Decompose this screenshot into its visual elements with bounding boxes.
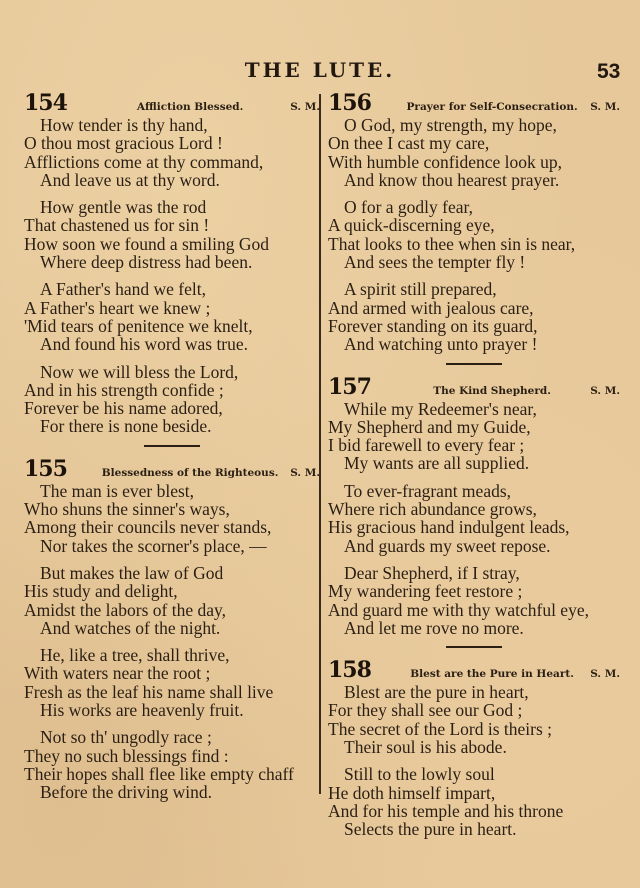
verse-line: Nor takes the scorner's place, —	[40, 535, 267, 556]
hymn-number: 158	[328, 657, 371, 684]
verse-line: That chastened us for sin !	[24, 215, 210, 236]
verse-line: My Shepherd and my Guide,	[328, 416, 531, 437]
verse-line: How gentle was the rod	[40, 197, 207, 218]
hymn-separator-rule	[446, 646, 502, 648]
hymn-number: 156	[328, 90, 371, 116]
stanza	[328, 683, 620, 756]
verse-line: And found his word was true.	[40, 334, 249, 355]
verse-line: He doth himself impart,	[328, 782, 496, 803]
verse-line: To ever-fragrant meads,	[344, 480, 512, 501]
verse-line: And sees the tempter fly !	[344, 252, 526, 273]
verse-line: His gracious hand indulgent leads,	[328, 517, 570, 538]
verse-line: For they shall see our God ;	[328, 700, 523, 721]
verse-line: O God, my strength, my hope,	[344, 115, 557, 135]
hymn-title: Blest are the Pure in Heart.	[410, 668, 574, 681]
verse-line: My wandering feet restore ;	[328, 581, 523, 602]
stanza	[24, 564, 320, 637]
verse-line: A Father's hand we felt,	[40, 279, 206, 300]
hymn	[328, 374, 620, 638]
verse-line: And let me rove no more.	[344, 617, 524, 638]
verse-line: He, like a tree, shall thrive,	[40, 645, 230, 666]
verse-line: Their hopes shall flee like empty chaff	[24, 763, 294, 784]
left-column	[24, 90, 320, 811]
verse-line: O for a godly fear,	[344, 197, 474, 218]
verse-line: How soon we found a smiling God	[24, 233, 269, 254]
verse-line: They no such blessings find :	[24, 745, 229, 766]
stanza	[328, 280, 620, 353]
stanza	[24, 280, 320, 353]
hymn-number: 157	[328, 373, 371, 400]
verse-line: Their soul is his abode.	[344, 737, 507, 758]
verse-line: Blest are the pure in heart,	[344, 682, 529, 703]
verse-line: Where deep distress had been.	[40, 252, 253, 273]
stanza	[328, 116, 620, 189]
running-title: THE LUTE.	[244, 58, 396, 82]
verse-line: Forever be his name adored,	[24, 398, 223, 419]
verse-line: And guard me with thy watchful eye,	[328, 599, 589, 620]
verse-line: A quick-discerning eye,	[328, 215, 495, 236]
hymn-title: The Kind Shepherd.	[433, 384, 551, 397]
stanza	[328, 564, 620, 637]
verse-line: Not so th' ungodly race ;	[40, 727, 212, 748]
verse-line: And watching unto prayer !	[344, 334, 538, 355]
stanza	[24, 646, 320, 719]
hymn-title: Affliction Blessed.	[136, 101, 244, 113]
verse-line: I bid farewell to every fear ;	[328, 435, 525, 456]
verse-line: Afflictions come at thy command,	[24, 151, 264, 172]
stanza	[328, 400, 620, 473]
hymn-meter: S. M.	[290, 466, 320, 479]
verse-line: That looks to thee when sin is near,	[328, 233, 576, 254]
verse-line: Still to the lowly soul	[344, 764, 495, 785]
verse-line: A Father's heart we knew ;	[24, 297, 211, 318]
verse-line: Now we will bless the Lord,	[40, 361, 239, 382]
stanza	[24, 728, 320, 801]
verse-line: And guards my sweet repose.	[344, 535, 551, 556]
verse-line: But makes the law of God	[40, 562, 224, 583]
verse-line: His works are heavenly fruit.	[40, 700, 244, 721]
verse-line: 'Mid tears of penitence we knelt,	[24, 315, 253, 336]
verse-line: A spirit still prepared,	[344, 279, 497, 300]
hymn-header	[24, 90, 320, 116]
verse-line: And armed with jealous care,	[328, 297, 534, 318]
verse-line: How tender is thy hand,	[40, 115, 208, 135]
hymn-title: Blessedness of the Righteous.	[101, 466, 279, 479]
verse-line: O thou most gracious Lord !	[24, 133, 223, 154]
hymn	[328, 657, 620, 838]
verse-line: Amidst the labors of the day,	[24, 599, 227, 620]
hymn-meter: S. M.	[290, 101, 320, 113]
verse-line: With waters near the root ;	[24, 663, 211, 684]
verse-line: Selects the pure in heart.	[344, 819, 517, 840]
verse-line: The man is ever blest,	[40, 480, 195, 501]
hymn-header	[24, 456, 320, 482]
page-number: 53	[597, 60, 621, 83]
verse-line: With humble confidence look up,	[328, 151, 563, 172]
hymn-meter: S. M.	[590, 668, 620, 681]
verse-line: The secret of the Lord is theirs ;	[328, 718, 553, 739]
verse-line: Before the driving wind.	[40, 782, 213, 803]
verse-line: On thee I cast my care,	[328, 133, 490, 154]
verse-line: And know thou hearest prayer.	[344, 169, 560, 190]
verse-line: Who shuns the sinner's ways,	[24, 499, 230, 520]
stanza	[328, 482, 620, 555]
verse-line: His study and delight,	[24, 581, 178, 602]
verse-line: And leave us at thy word.	[40, 169, 220, 190]
stanza	[24, 482, 320, 555]
verse-line: Among their councils never stands,	[24, 517, 272, 538]
hymn-number: 154	[24, 90, 67, 116]
verse-line: Forever standing on its guard,	[328, 315, 538, 336]
hymn-meter: S. M.	[590, 101, 620, 113]
verse-line: Fresh as the leaf his name shall live	[24, 681, 274, 702]
verse-line: Dear Shepherd, if I stray,	[344, 562, 520, 583]
verse-line: Where rich abundance grows,	[328, 499, 537, 520]
hymn-header	[328, 374, 620, 400]
verse-line: For there is none beside.	[40, 416, 212, 437]
verse-line: And watches of the night.	[40, 617, 221, 638]
hymn	[24, 90, 320, 436]
hymn-header	[328, 657, 620, 683]
verse-line: And in his strength confide ;	[24, 379, 224, 400]
right-column	[328, 90, 620, 848]
stanza	[328, 198, 620, 271]
verse-line: And for his temple and his throne	[328, 800, 564, 821]
hymn-separator-rule	[446, 363, 502, 365]
stanza	[24, 363, 320, 436]
hymn-separator-rule	[144, 445, 200, 447]
stanza	[24, 198, 320, 271]
stanza	[24, 116, 320, 189]
verse-line: My wants are all supplied.	[344, 453, 530, 474]
hymn-number: 155	[24, 455, 67, 482]
hymn-header	[328, 90, 620, 116]
stanza	[328, 765, 620, 838]
hymn	[24, 456, 320, 802]
verse-line: While my Redeemer's near,	[344, 398, 537, 419]
hymn-title: Prayer for Self-Consecration.	[406, 101, 578, 113]
hymn	[328, 90, 620, 354]
hymn-meter: S. M.	[590, 384, 620, 397]
